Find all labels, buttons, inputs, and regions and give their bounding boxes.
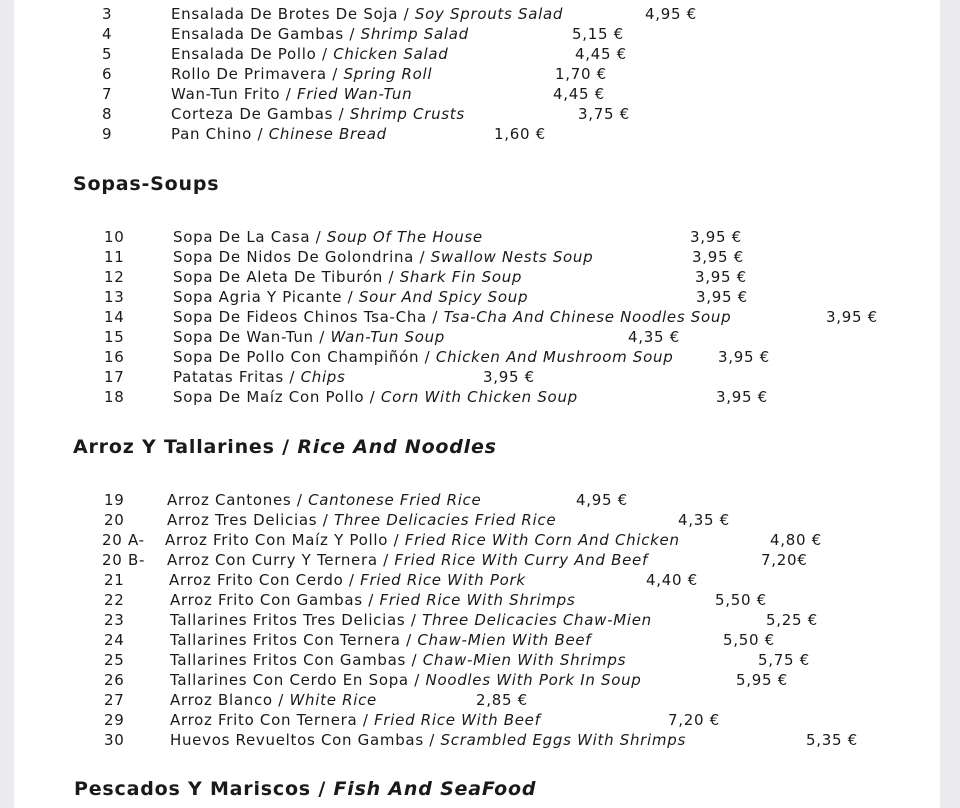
item-name: Pan Chino / Chinese Bread <box>171 125 387 143</box>
item-price: 4,80 € <box>770 531 822 549</box>
item-price: 5,25 € <box>766 611 818 629</box>
item-name: Ensalada De Pollo / Chicken Salad <box>171 45 449 63</box>
item-price: 3,95 € <box>696 288 748 306</box>
item-name: Wan-Tun Frito / Fried Wan-Tun <box>171 85 413 103</box>
item-price: 3,95 € <box>483 368 535 386</box>
item-number: 15 <box>104 328 125 346</box>
item-number: 30 <box>104 731 125 749</box>
item-name: Sopa De Wan-Tun / Wan-Tun Soup <box>173 328 446 346</box>
item-number: 13 <box>104 288 125 306</box>
item-name: Arroz Frito Con Maíz Y Pollo / Fried Rice With Corn And Chicken <box>165 531 680 549</box>
item-name: Corteza De Gambas / Shrimp Crusts <box>171 105 465 123</box>
item-name: Arroz Frito Con Cerdo / Fried Rice With Pork <box>169 571 526 589</box>
item-number: 8 <box>102 105 113 123</box>
item-price: 5,75 € <box>758 651 810 669</box>
item-name: Ensalada De Brotes De Soja / Soy Sprouts Salad <box>171 5 564 23</box>
item-price: 2,85 € <box>476 691 528 709</box>
item-number: 7 <box>102 85 113 103</box>
item-name: Sopa De Maíz Con Pollo / Corn With Chicken Soup <box>173 388 578 406</box>
item-name: Tallarines Fritos Con Ternera / Chaw-Mien With Beef <box>170 631 592 649</box>
item-number: 22 <box>104 591 125 609</box>
item-name: Rollo De Primavera / Spring Roll <box>171 65 433 83</box>
item-number: 26 <box>104 671 125 689</box>
item-price: 5,50 € <box>715 591 767 609</box>
item-name: Arroz Cantones / Cantonese Fried Rice <box>167 491 482 509</box>
item-number: 29 <box>104 711 125 729</box>
item-number: 3 <box>102 5 113 23</box>
item-name: Arroz Tres Delicias / Three Delicacies Fried Rice <box>167 511 557 529</box>
cutoff-line <box>171 0 591 2</box>
item-number: 25 <box>104 651 125 669</box>
item-number: 20 A- <box>102 531 145 549</box>
section-heading-rice: Arroz Y Tallarines / Rice And Noodles <box>73 436 497 458</box>
item-number: 12 <box>104 268 125 286</box>
item-price: 3,95 € <box>718 348 770 366</box>
item-number: 17 <box>104 368 125 386</box>
item-number: 10 <box>104 228 125 246</box>
item-name: Tallarines Con Cerdo En Sopa / Noodles With Pork In Soup <box>170 671 642 689</box>
item-name: Sopa De Nidos De Golondrina / Swallow Nests Soup <box>173 248 594 266</box>
item-price: 4,95 € <box>645 5 697 23</box>
item-name: Sopa De La Casa / Soup Of The House <box>173 228 483 246</box>
item-number: 21 <box>104 571 125 589</box>
item-name: Arroz Blanco / White Rice <box>170 691 377 709</box>
item-price: 4,35 € <box>678 511 730 529</box>
item-number: 27 <box>104 691 125 709</box>
item-price: 4,45 € <box>575 45 627 63</box>
item-name: Sopa Agria Y Picante / Sour And Spicy Soup <box>173 288 529 306</box>
item-price: 3,95 € <box>690 228 742 246</box>
item-number: 19 <box>104 491 125 509</box>
item-number: 4 <box>102 25 113 43</box>
item-number: 6 <box>102 65 113 83</box>
item-name: Ensalada De Gambas / Shrimp Salad <box>171 25 469 43</box>
item-number: 23 <box>104 611 125 629</box>
item-price: 4,45 € <box>553 85 605 103</box>
item-number: 5 <box>102 45 113 63</box>
item-number: 11 <box>104 248 125 266</box>
item-price: 4,35 € <box>628 328 680 346</box>
item-price: 5,50 € <box>723 631 775 649</box>
item-price: 3,95 € <box>692 248 744 266</box>
item-price: 7,20 € <box>668 711 720 729</box>
item-name: Huevos Revueltos Con Gambas / Scrambled Eggs With Shrimps <box>170 731 686 749</box>
item-price: 3,95 € <box>695 268 747 286</box>
item-price: 3,95 € <box>826 308 878 326</box>
item-number: 9 <box>102 125 113 143</box>
item-price: 1,70 € <box>555 65 607 83</box>
item-price: 3,95 € <box>716 388 768 406</box>
item-name: Arroz Con Curry Y Ternera / Fried Rice With Curry And Beef <box>167 551 648 569</box>
item-number: 14 <box>104 308 125 326</box>
section-heading-fish: Pescados Y Mariscos / Fish And SeaFood <box>74 778 537 800</box>
item-price: 3,75 € <box>578 105 630 123</box>
section-heading-soups: Sopas-Soups <box>73 173 220 195</box>
item-name: Arroz Frito Con Gambas / Fried Rice With Shrimps <box>170 591 576 609</box>
item-name: Sopa De Fideos Chinos Tsa-Cha / Tsa-Cha And Chinese Noodles Soup <box>173 308 732 326</box>
item-name: Sopa De Pollo Con Champiñón / Chicken And Mushroom Soup <box>173 348 674 366</box>
item-price: 5,15 € <box>572 25 624 43</box>
item-number: 16 <box>104 348 125 366</box>
item-price: 5,95 € <box>736 671 788 689</box>
item-number: 18 <box>104 388 125 406</box>
item-name: Tallarines Fritos Tres Delicias / Three Delicacies Chaw-Mien <box>170 611 652 629</box>
item-price: 4,40 € <box>646 571 698 589</box>
item-name: Arroz Frito Con Ternera / Fried Rice With Beef <box>170 711 541 729</box>
item-name: Tallarines Fritos Con Gambas / Chaw-Mien With Shrimps <box>170 651 627 669</box>
item-number: 20 B- <box>102 551 146 569</box>
item-name: Patatas Fritas / Chips <box>173 368 346 386</box>
item-number: 20 <box>104 511 125 529</box>
item-name: Sopa De Aleta De Tiburón / Shark Fin Soup <box>173 268 523 286</box>
item-price: 4,95 € <box>576 491 628 509</box>
item-number: 24 <box>104 631 125 649</box>
item-price: 1,60 € <box>494 125 546 143</box>
item-price: 7,20€ <box>761 551 808 569</box>
item-price: 5,35 € <box>806 731 858 749</box>
